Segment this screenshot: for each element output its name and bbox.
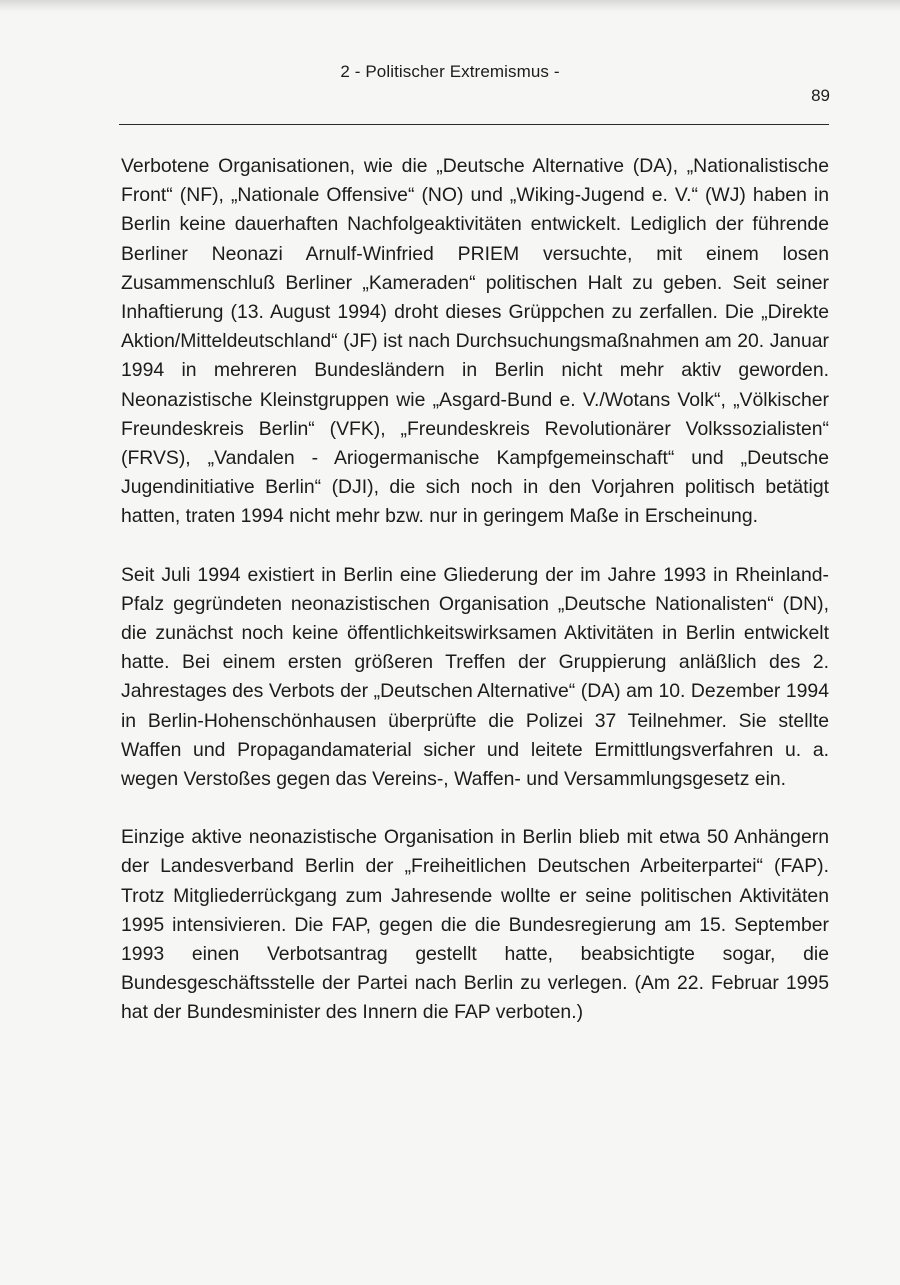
header-rule (119, 124, 829, 125)
paragraph-3: Einzige aktive neonazistische Organisation in Berlin blieb mit etwa 50 Anhängern der Landesverband Berlin der „Freiheitlichen Deutschen Arbeiterpartei“ (FAP). Trotz Mitgliederrückgang zum Jahresende wollte er seine politischen Aktivitäten 1995 intensivieren. Die FAP, gegen die die Bundesregierung am 15. September 1993 einen Verbotsantrag gestellt hatte, beabsichtigte sogar, die Bundesgeschäftsstelle der Partei nach Berlin zu verlegen. (Am 22. Februar 1995 hat der Bundesminister des Innern die FAP verboten.) (121, 826, 829, 1024)
paragraph-1: Verbotene Organisationen, wie die „Deutsche Alternative (DA), „Nationalistische Front“ (NF), „Nationale Offensive“ (NO) und „Wiking-Jugend e. V.“ (WJ) haben in Berlin keine dauerhaften Nachfolgeaktivitäten entwickelt. Lediglich der führende Berliner Neonazi Arnulf-Winfried PRIEM versuchte, mit einem losen Zusammenschluß Berliner „Kameraden“ politischen Halt zu geben. Seit seiner Inhaftierung (13. August 1994) droht dieses Grüppchen zu zerfallen. Die „Direkte Aktion/Mitteldeutschland“ (JF) ist nach Durchsuchungsmaßnahmen am 20. Januar 1994 in mehreren Bundesländern in Berlin nicht mehr aktiv geworden. Neonazistische Kleinstgruppen wie „Asgard-Bund e. V./Wotans Volk“, „Völkischer Freundeskreis Berlin“ (VFK), „Freundeskreis Revolutionärer Volkssozialisten“ (FRVS), „Vandalen - Ariogermanische Kampfgemeinschaft“ und „Deutsche Jugendinitiative Berlin“ (DJI), die sich noch in den Vorjahren politisch betätigt hatten, traten 1994 nicht mehr bzw. nur in geringem Maße in Erscheinung. (121, 155, 829, 528)
paragraph-2: Seit Juli 1994 existiert in Berlin eine Gliederung der im Jahre 1993 in Rheinland-Pfalz gegründeten neonazistischen Organisation „Deutsche Nationalisten“ (DN), die zunächst noch keine öffentlichkeitswirksamen Aktivitäten in Berlin entwickelt hatte. Bei einem ersten größeren Treffen der Gruppierung anläßlich des 2. Jahrestages des Verbots der „Deutschen Alternative“ (DA) am 10. Dezember 1994 in Berlin-Hohenschönhausen überprüfte die Polizei 37 Teilnehmer. Sie stellte Waffen und Propagandamaterial sicher und leitete Ermittlungsverfahren u. a. wegen Verstoßes gegen das Vereins-, Waffen- und Versammlungsgesetz ein. (121, 563, 829, 791)
running-head: 2 - Politischer Extremismus - (340, 62, 560, 81)
page-number: 89 (811, 86, 830, 105)
body-text (121, 152, 829, 1028)
scan-edge-shadow (0, 0, 900, 12)
